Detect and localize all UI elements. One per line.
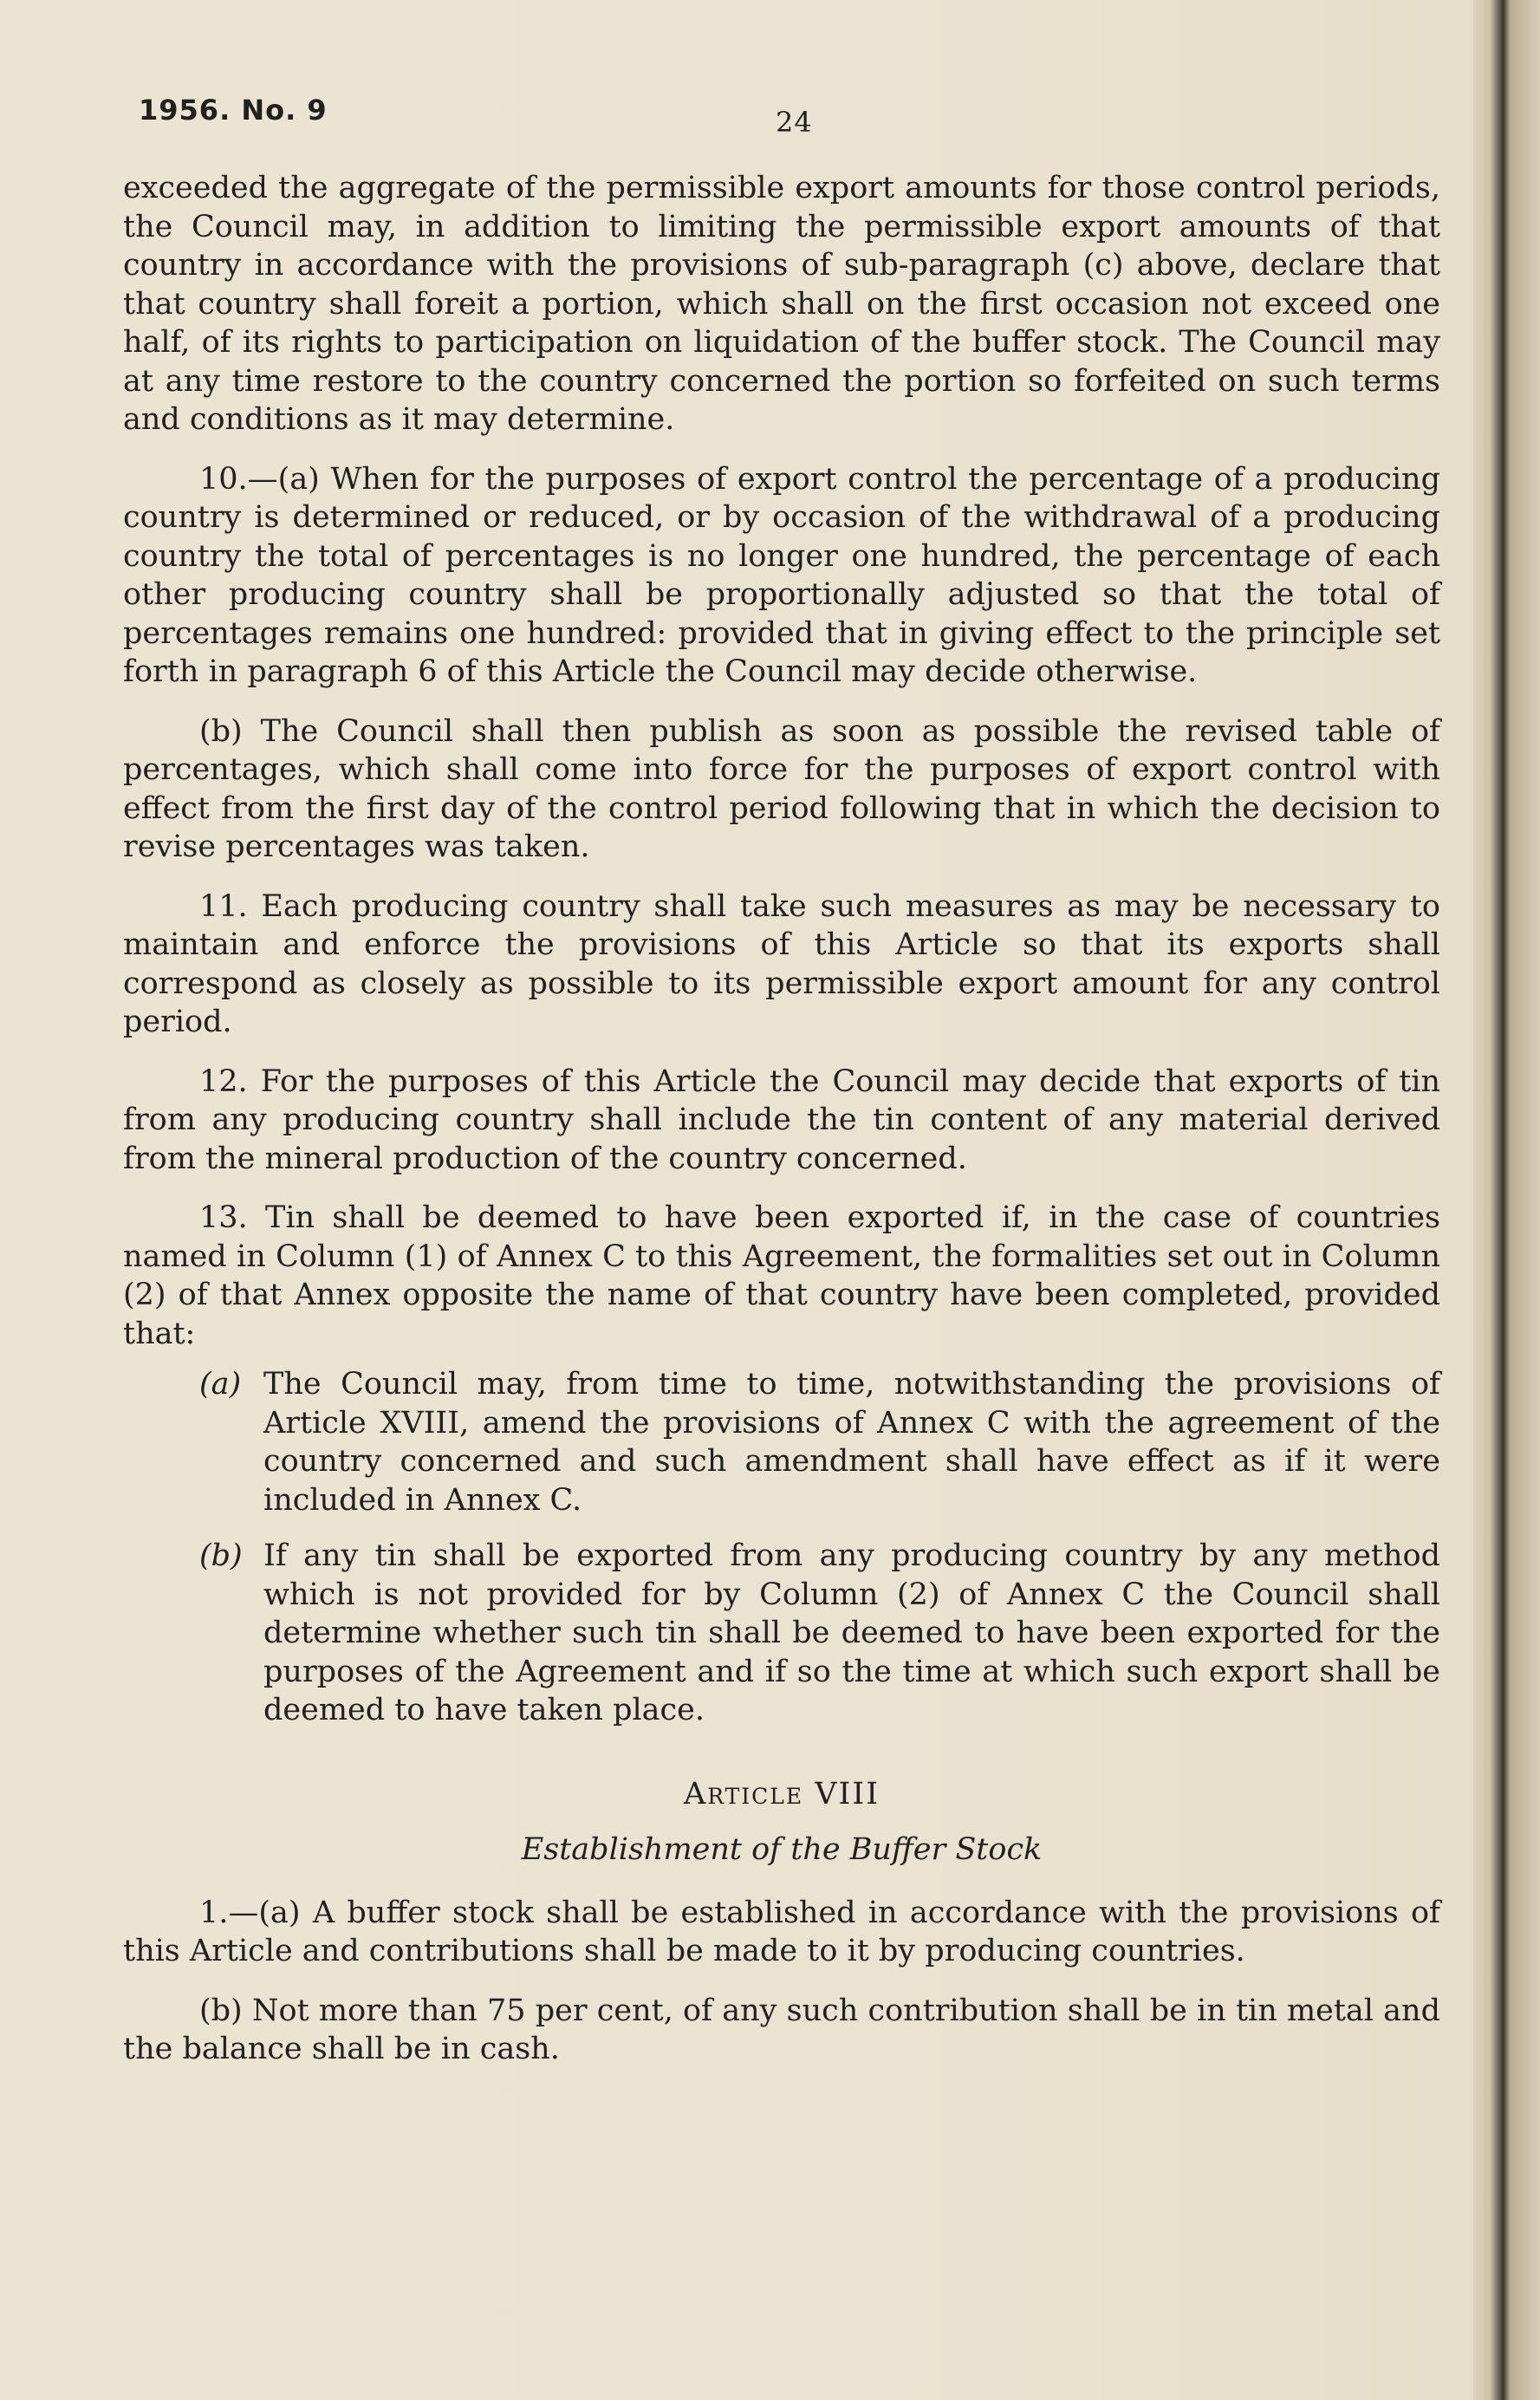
year-and-number: 1956. No. 9 <box>139 94 328 127</box>
subparagraph-text: If any tin shall be exported from any producing country by any method which is not provided for by Column (2) of Annex C the Council shall determine whether such tin shall be deemed to have been exported for the purposes of the Agreement and if so the time at which such export shall be deemed to have taken place. <box>263 1538 1440 1727</box>
continued-paragraph: exceeded the aggregate of the permissible export amounts for those control periods, the Council may, in addition to limiting the permissible export amounts of that country in accordance with the provisions of sub-paragraph (c) above, declare that that country shall foreit a portion, which shall on the first occasion not exceed one half, of its rights to participation on liquidation of the buffer stock. The Council may at any time restore to the country concerned the portion so forfeited on such terms and conditions as it may determine. <box>123 171 1440 437</box>
page-number: 24 <box>776 106 813 139</box>
paragraph-12: 12. For the purposes of this Article the Council may decide that exports of tin from any producing country shall include the tin content of any material derived from the mineral production of the country concerned. <box>123 1063 1440 1176</box>
subparagraph-13b <box>123 1537 1440 1730</box>
paragraph-10b: (b) The Council shall then publish as soon as possible the revised table of percentages, which shall come into force for the purposes of export control with effect from the first day of the control period following that in which the decision to revise percentages was taken. <box>123 713 1440 864</box>
subparagraph-text: The Council may, from time to time, notwithstanding the provisions of Article XVIII, amend the provisions of Annex C with the agreement of the country concerned and such amendment shall have effect as if it were included in Annex C. <box>263 1367 1440 1518</box>
subparagraph-13a <box>123 1365 1440 1519</box>
subparagraph-label: (a) <box>199 1367 242 1402</box>
document-body <box>123 169 1440 2090</box>
paragraph-1a: 1.—(a) A buffer stock shall be established in accordance with the provisions of this Article and contributions shall be made to it by producing countries. <box>123 1895 1440 1968</box>
article-subtitle: Establishment of the Buffer Stock <box>521 1832 1043 1867</box>
paragraph-1b: (b) Not more than 75 per cent, of any such contribution shall be in tin metal and the balance shall be in cash. <box>123 1993 1440 2066</box>
paragraph-11: 11. Each producing country shall take such measures as may be necessary to maintain and enforce the provisions of this Article so that its exports shall correspond as closely as possible to its permissible export amount for any control period. <box>123 888 1440 1039</box>
paragraph-10a: 10.—(a) When for the purposes of export control the percentage of a producing country is determined or reduced, or by occasion of the withdrawal of a producing country the total of percentages is no longer one hundred, the percentage of each other producing country shall be proportionally adjusted so that the total of percentages remains one hundred: provided that in giving effect to the principle set forth in paragraph 6 of this Article the Council may decide otherwise. <box>123 461 1440 689</box>
paragraph-13: 13. Tin shall be deemed to have been exported if, in the case of countries named in Column (1) of Annex C to this Agreement, the formalities set out in Column (2) of that Annex opposite the name of that country have been completed, provided that: <box>123 1200 1440 1351</box>
subparagraph-label: (b) <box>199 1538 243 1573</box>
page-binding-edge <box>1473 0 1540 2400</box>
article-title: Article VIII <box>683 1776 880 1811</box>
